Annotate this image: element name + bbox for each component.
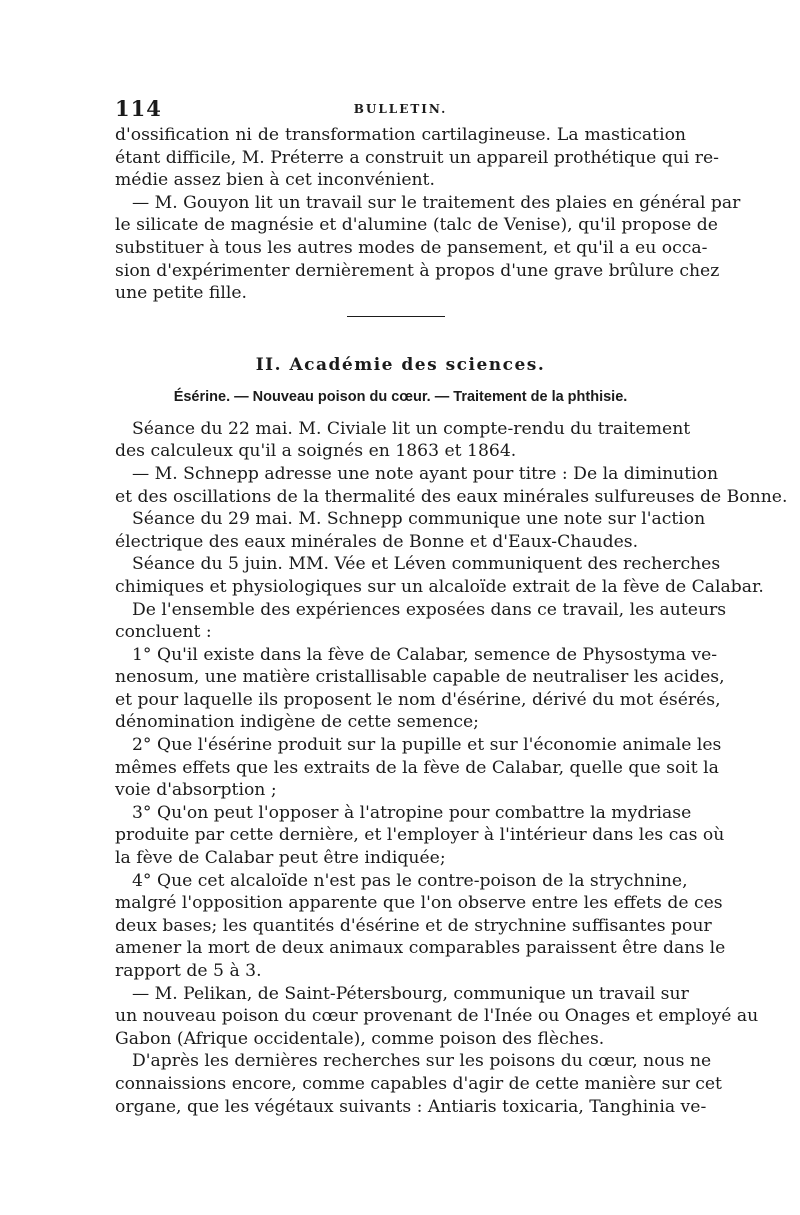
section-1-text	[115, 124, 741, 305]
text-line: étant difficile, M. Préterre a construit un appareil prothétique qui re-	[115, 147, 719, 168]
text-line: d'ossification ni de transformation cartilagineuse. La mastication	[115, 125, 686, 145]
section-title: II. Académie des sciences.	[255, 354, 546, 375]
text-line: De l'ensemble des expériences exposées dans ce travail, les auteurs	[132, 599, 727, 620]
text-line: deux bases; les quantités d'ésérine et de strychnine suffisantes pour	[115, 915, 712, 936]
text-line: Gabon (Afrique occidentale), comme poison des flèches.	[115, 1028, 605, 1049]
text-line: 1° Qu'il existe dans la fève de Calabar, semence de Physostyma ve-	[132, 644, 718, 665]
text-line: organe, que les végétaux suivants : Antiaris toxicaria, Tanghinia ve-	[115, 1096, 707, 1117]
text-line: la fève de Calabar peut être indiquée;	[115, 848, 446, 869]
section-2-text	[115, 418, 788, 1118]
text-line: rapport de 5 à 3.	[115, 961, 262, 981]
text-line: Séance du 29 mai. M. Schnepp communique une note sur l'action	[132, 509, 706, 530]
running-title: BULLETIN.	[353, 102, 448, 116]
text-line: une petite fille.	[115, 283, 247, 304]
divider-rule	[347, 316, 445, 318]
running-head	[115, 96, 686, 122]
text-line: des calculeux qu'il a soignés en 1863 et 1864.	[115, 441, 517, 462]
text-line: voie d'absorption ;	[115, 780, 277, 801]
text-line: connaissions encore, comme capables d'agir de cette manière sur cet	[115, 1073, 722, 1094]
text-line: nenosum, une matière cristallisable capable de neutraliser les acides,	[115, 667, 725, 688]
text-line: — M. Gouyon lit un travail sur le traitement des plaies en général par	[132, 192, 741, 213]
text-line: — M. Pelikan, de Saint-Pétersbourg, communique un travail sur	[132, 983, 689, 1004]
text-line: 2° Que l'ésérine produit sur la pupille et sur l'économie animale les	[132, 735, 722, 756]
text-line: sion d'expérimenter dernièrement à propos d'une grave brûlure chez	[115, 260, 720, 281]
text-line: amener la mort de deux animaux comparables paraissent être dans le	[115, 938, 726, 959]
text-line: médie assez bien à cet inconvénient.	[115, 170, 435, 191]
text-line: électrique des eaux minérales de Bonne et d'Eaux-Chaudes.	[115, 531, 639, 552]
section-subtitle: Ésérine. — Nouveau poison du cœur. — Traitement de la phthisie.	[173, 388, 628, 405]
text-line: 3° Qu'on peut l'opposer à l'atropine pour combattre la mydriase	[132, 802, 692, 823]
text-line: D'après les dernières recherches sur les poisons du cœur, nous ne	[132, 1051, 712, 1072]
text-line: substituer à tous les autres modes de pansement, et qu'il a eu occa-	[115, 237, 708, 258]
section-divider	[115, 314, 686, 354]
text-line: malgré l'opposition apparente que l'on observe entre les effets de ces	[115, 893, 723, 914]
text-line: dénomination indigène de cette semence;	[115, 712, 479, 733]
text-line: Séance du 22 mai. M. Civiale lit un compte-rendu du traitement	[132, 418, 691, 439]
page-number: 114	[115, 96, 162, 121]
text-line: 4° Que cet alcaloïde n'est pas le contre-poison de la strychnine,	[132, 870, 688, 891]
text-line: et des oscillations de la thermalité des eaux minérales sulfureuses de Bonne.	[115, 486, 788, 507]
text-line: produite par cette dernière, et l'employer à l'intérieur dans les cas où	[115, 825, 725, 846]
text-line: — M. Schnepp adresse une note ayant pour titre : De la diminution	[132, 463, 719, 484]
text-line: le silicate de magnésie et d'alumine (talc de Venise), qu'il propose de	[115, 215, 718, 236]
text-line: Séance du 5 juin. MM. Vée et Léven communiquent des recherches	[132, 554, 721, 575]
text-line: et pour laquelle ils proposent le nom d'ésérine, dérivé du mot ésérés,	[115, 689, 721, 710]
text-line: chimiques et physiologiques sur un alcaloïde extrait de la fève de Calabar.	[115, 576, 764, 597]
text-line: un nouveau poison du cœur provenant de l'Inée ou Onages et employé au	[115, 1006, 759, 1027]
text-line: concluent :	[115, 622, 212, 643]
text-line: mêmes effets que les extraits de la fève de Calabar, quelle que soit la	[115, 757, 719, 778]
